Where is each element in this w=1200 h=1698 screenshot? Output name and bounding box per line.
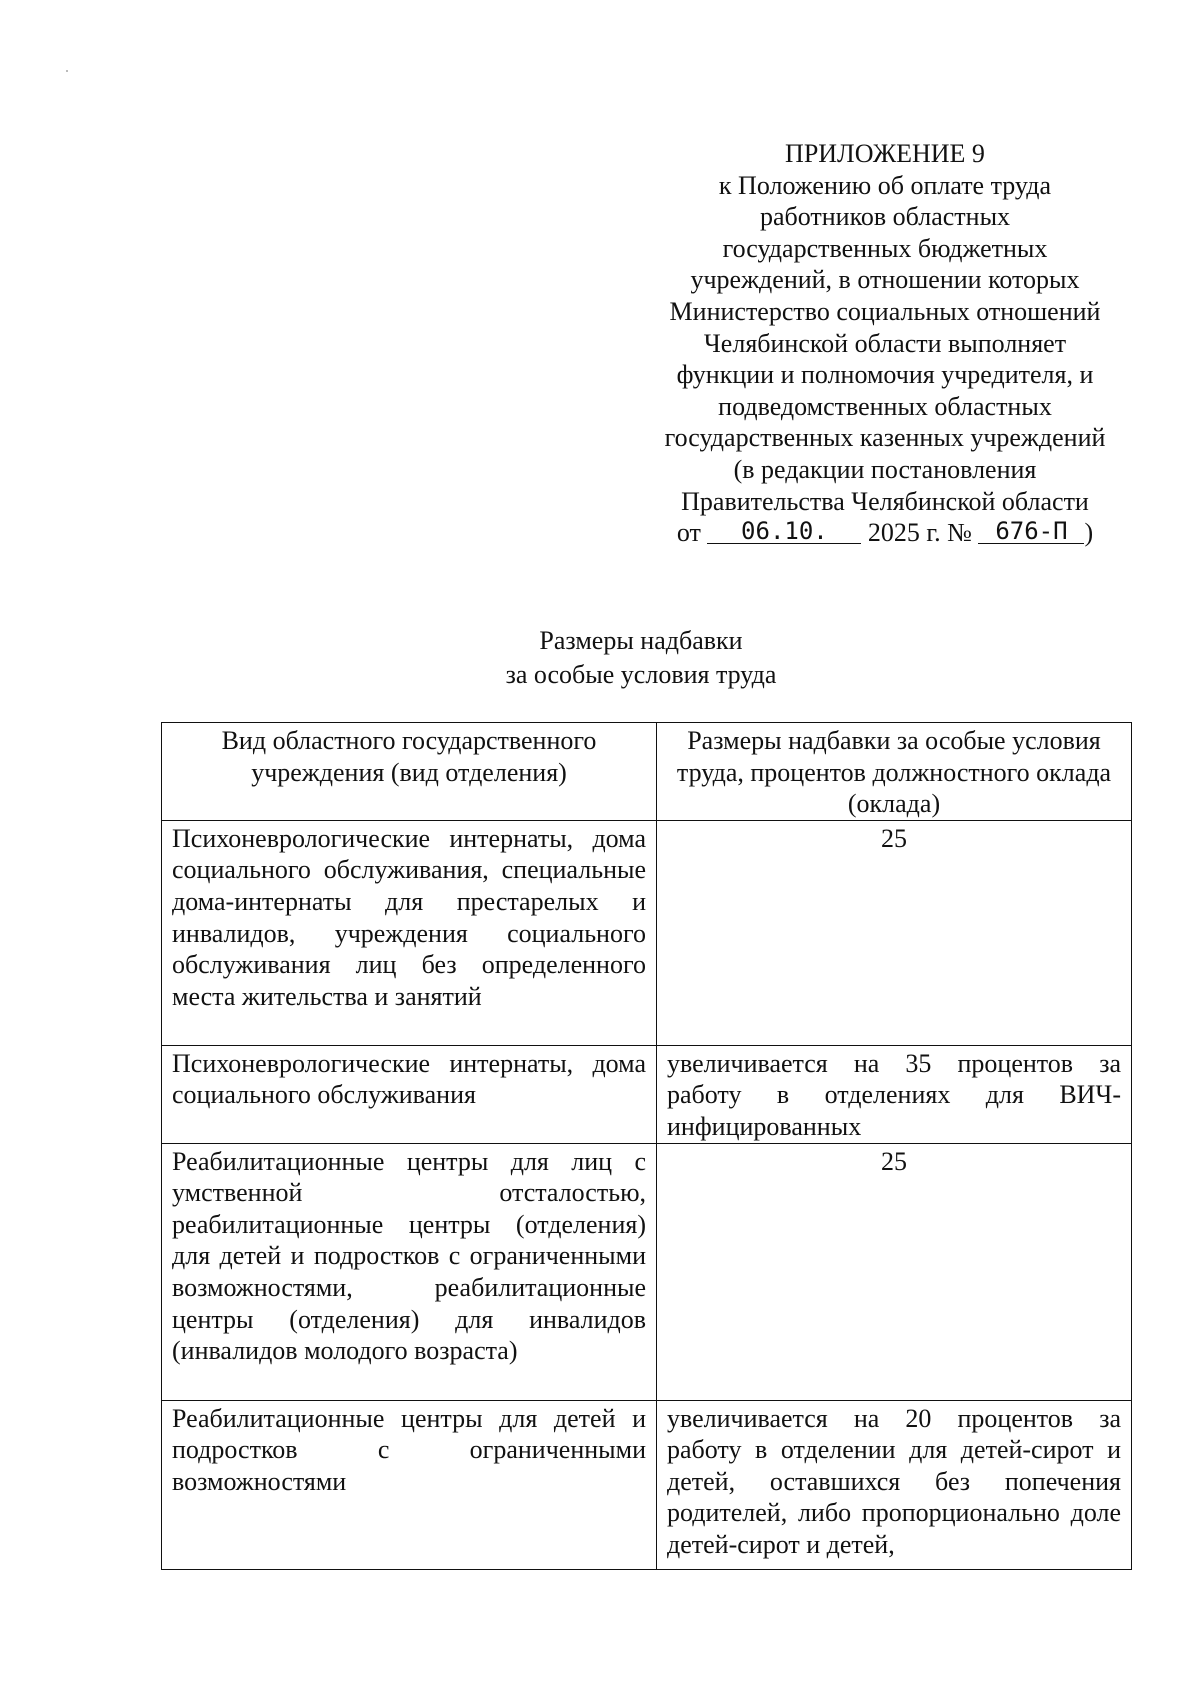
ref-prefix: от: [676, 518, 701, 548]
appendix-line: государственных бюджетных: [722, 233, 1048, 263]
allowance-table: [161, 722, 1132, 1570]
cell-institution-type: Психоневрологические интернаты, дома социального обслуживания: [162, 1045, 657, 1143]
appendix-line: Челябинской области выполняет: [703, 328, 1067, 358]
table-row: [162, 1400, 1132, 1569]
appendix-line: к Положению об оплате труда: [718, 170, 1052, 200]
resolution-reference: [640, 517, 1130, 549]
cell-allowance-rate: 25: [657, 1143, 1132, 1400]
cell-institution-type: Реабилитационные центры для детей и подростков с ограниченными возможностями: [162, 1400, 657, 1569]
header-allowance-rate: Размеры надбавки за особые условия труда, процентов должностного оклада (оклада): [657, 723, 1132, 821]
appendix-header: [640, 138, 1130, 549]
cell-institution-type: Психоневрологические интернаты, дома социального обслуживания, специальные дома-интернаты для престарелых и инвалидов, учреждения социального обслуживания лиц без определенного места жительства и занятий: [162, 820, 657, 1045]
appendix-line: государственных казенных учреждений: [664, 423, 1106, 453]
appendix-line: учреждений, в отношении которых: [690, 265, 1080, 295]
document-title-line-2: за особые условия труда: [505, 660, 777, 689]
ref-date-field: 06.10.: [707, 519, 861, 544]
table-row: [162, 820, 1132, 1045]
ref-suffix: ): [1084, 518, 1094, 548]
cell-allowance-rate: увеличивается на 20 процентов за работу в отделении для детей-сирот и детей, оставшихся без попечения родителей, либо пропорционально доле детей-сирот и детей,: [657, 1400, 1132, 1569]
cell-institution-type: Реабилитационные центры для лиц с умственной отсталостью, реабилитационные центры (отделения) для детей и подростков с ограниченными возможностями, реабилитационные центры (отделения) для инвалидов (инвалидов молодого возраста): [162, 1143, 657, 1400]
appendix-line: (в редакции постановления: [733, 454, 1037, 484]
cell-allowance-rate: 25: [657, 820, 1132, 1045]
table-row: [162, 1143, 1132, 1400]
appendix-line: подведомственных областных: [718, 391, 1052, 421]
table-header-row: [162, 723, 1132, 821]
appendix-line: функции и полномочия учредителя, и: [676, 360, 1094, 390]
scan-speck: [66, 70, 68, 72]
appendix-line: Министерство социальных отношений: [669, 296, 1101, 326]
ref-number-field: 676-П: [978, 519, 1084, 544]
header-institution-type: Вид областного государственного учреждения (вид отделения): [162, 723, 657, 821]
table-row: [162, 1045, 1132, 1143]
ref-year: 2025 г. №: [867, 518, 972, 548]
appendix-title: ПРИЛОЖЕНИЕ 9: [785, 139, 985, 168]
document-title-line-1: Размеры надбавки: [539, 626, 743, 655]
document-title: [420, 624, 862, 692]
cell-allowance-rate: увеличивается на 35 процентов за работу в отделениях для ВИЧ-инфицированных: [657, 1045, 1132, 1143]
appendix-line: Правительства Челябинской области: [681, 486, 1089, 516]
appendix-line: работников областных: [759, 202, 1011, 232]
